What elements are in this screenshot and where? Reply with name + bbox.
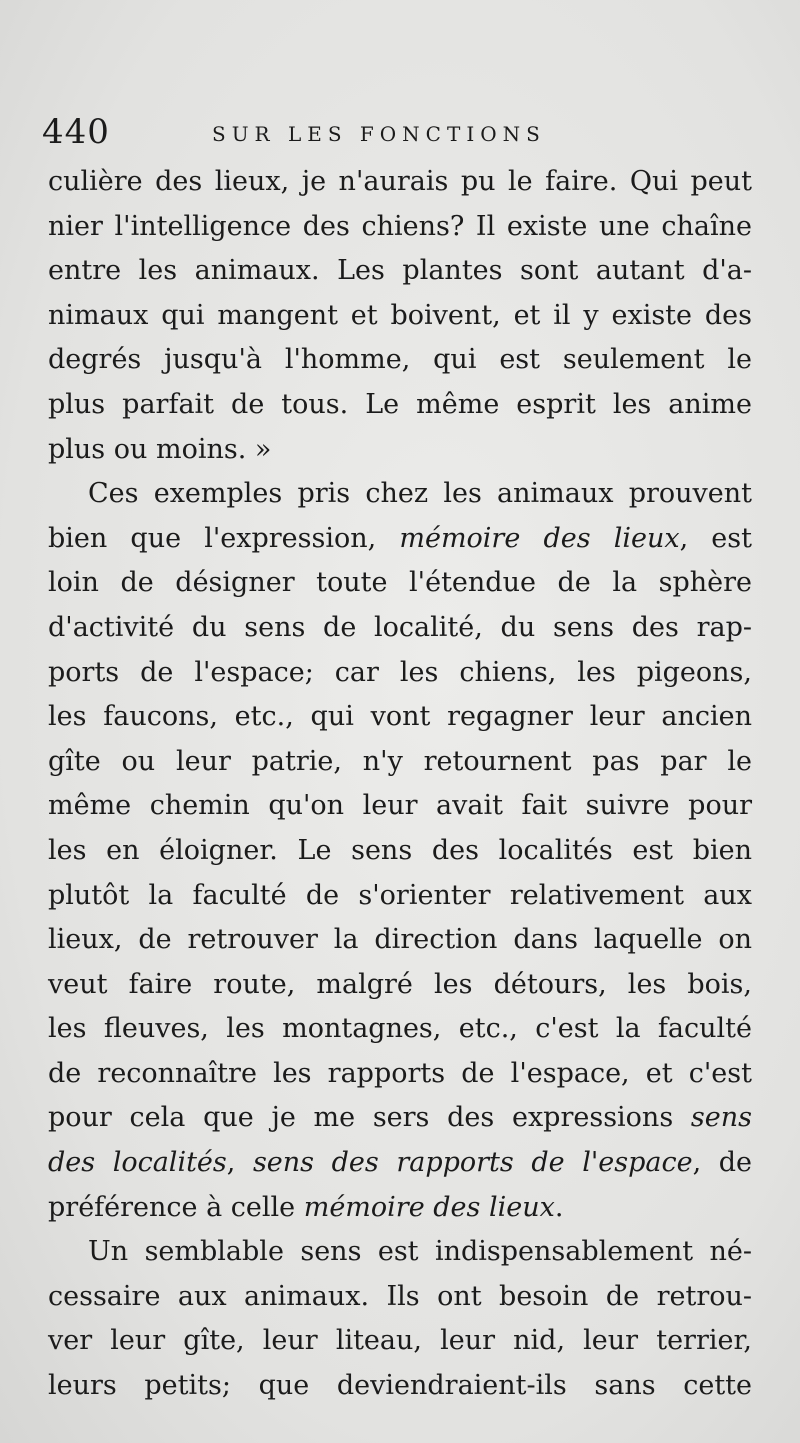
text-segment: nier l'intelligence des chiens? Il existe une chaîne: [48, 210, 752, 242]
text-segment: plutôt la faculté de s'orienter relativement aux: [48, 879, 752, 911]
text-segment: les faucons, etc., qui vont regagner leur ancien: [48, 701, 752, 733]
text-segment: plus ou moins. »: [48, 433, 272, 465]
text-line: [48, 249, 752, 294]
text-segment: préférence à celle: [48, 1191, 304, 1223]
body-text: [48, 160, 752, 1409]
text-line: [48, 1096, 752, 1141]
text-line: [48, 1230, 752, 1275]
text-segment: entre les animaux. Les plantes sont autant d'a-: [48, 255, 752, 287]
italic-text-segment: sens: [690, 1102, 752, 1134]
text-segment: , est: [679, 522, 752, 554]
text-segment: culière des lieux, je n'aurais pu le faire. Qui peut: [48, 166, 752, 197]
text-line: [48, 428, 752, 473]
italic-text-segment: sens des rapports de l'espace: [252, 1147, 693, 1179]
italic-text-segment: mémoire des lieux: [303, 1191, 555, 1223]
text-segment: Un semblable sens est indispensablement né-: [88, 1236, 752, 1268]
text-segment: loin de désigner toute l'étendue de la sphère: [48, 567, 752, 599]
text-line: [48, 695, 752, 740]
text-line: [48, 1141, 752, 1186]
text-segment: d'activité du sens de localité, du sens des rap-: [48, 611, 752, 643]
text-line: [48, 784, 752, 829]
text-segment: même chemin qu'on leur avait fait suivre pour: [48, 790, 752, 822]
text-segment: ports de l'espace; car les chiens, les pigeons,: [48, 656, 752, 688]
text-segment: bien que l'expression,: [48, 522, 400, 554]
page-header: [42, 112, 762, 152]
text-segment: nimaux qui mangent et boivent, et il y existe des: [48, 299, 752, 331]
text-line: [48, 606, 752, 651]
text-line: [48, 1007, 752, 1052]
text-line: [48, 651, 752, 696]
text-line: [48, 338, 752, 383]
text-segment: plus parfait de tous. Le même esprit les anime: [48, 388, 752, 420]
text-line: [48, 963, 752, 1008]
text-segment: lieux, de retrouver la direction dans laquelle on: [48, 924, 752, 956]
text-line: [48, 517, 752, 562]
text-segment: leurs petits; que deviendraient-ils sans cette: [48, 1370, 752, 1402]
text-line: [48, 829, 752, 874]
text-line: [48, 740, 752, 785]
text-segment: pour cela que je me sers des expressions: [48, 1102, 691, 1134]
page-number: 440: [42, 112, 110, 152]
text-line: [48, 874, 752, 919]
italic-text-segment: mémoire des lieux: [399, 522, 680, 554]
text-line: [48, 383, 752, 428]
text-segment: .: [554, 1191, 564, 1223]
text-line: [48, 1052, 752, 1097]
text-line: [48, 1319, 752, 1364]
text-line: [48, 561, 752, 606]
text-line: [48, 918, 752, 963]
text-segment: gîte ou leur patrie, n'y retournent pas par le: [48, 745, 752, 777]
text-segment: cessaire aux animaux. Ils ont besoin de retrou-: [48, 1280, 752, 1312]
text-segment: ,: [226, 1147, 253, 1179]
text-segment: Ces exemples pris chez les animaux prouvent: [88, 478, 752, 510]
text-segment: , de: [692, 1147, 753, 1179]
text-line: [48, 472, 752, 517]
text-segment: veut faire route, malgré les détours, les bois,: [48, 968, 752, 1000]
text-segment: degrés jusqu'à l'homme, qui est seulement le: [48, 344, 752, 376]
text-segment: les fleuves, les montagnes, etc., c'est la faculté: [48, 1013, 752, 1045]
text-line: [48, 294, 752, 339]
text-segment: les en éloigner. Le sens des localités est bien: [48, 834, 752, 866]
text-line: [48, 1186, 752, 1231]
text-line: [48, 1275, 752, 1320]
text-segment: ver leur gîte, leur liteau, leur nid, leur terrier,: [48, 1325, 752, 1357]
text-line: [48, 160, 752, 205]
text-line: [48, 205, 752, 250]
running-head: SUR LES FONCTIONS: [212, 122, 546, 146]
text-segment: de reconnaître les rapports de l'espace, et c'est: [48, 1057, 752, 1089]
text-line: [48, 1364, 752, 1409]
italic-text-segment: des localités: [48, 1147, 227, 1179]
